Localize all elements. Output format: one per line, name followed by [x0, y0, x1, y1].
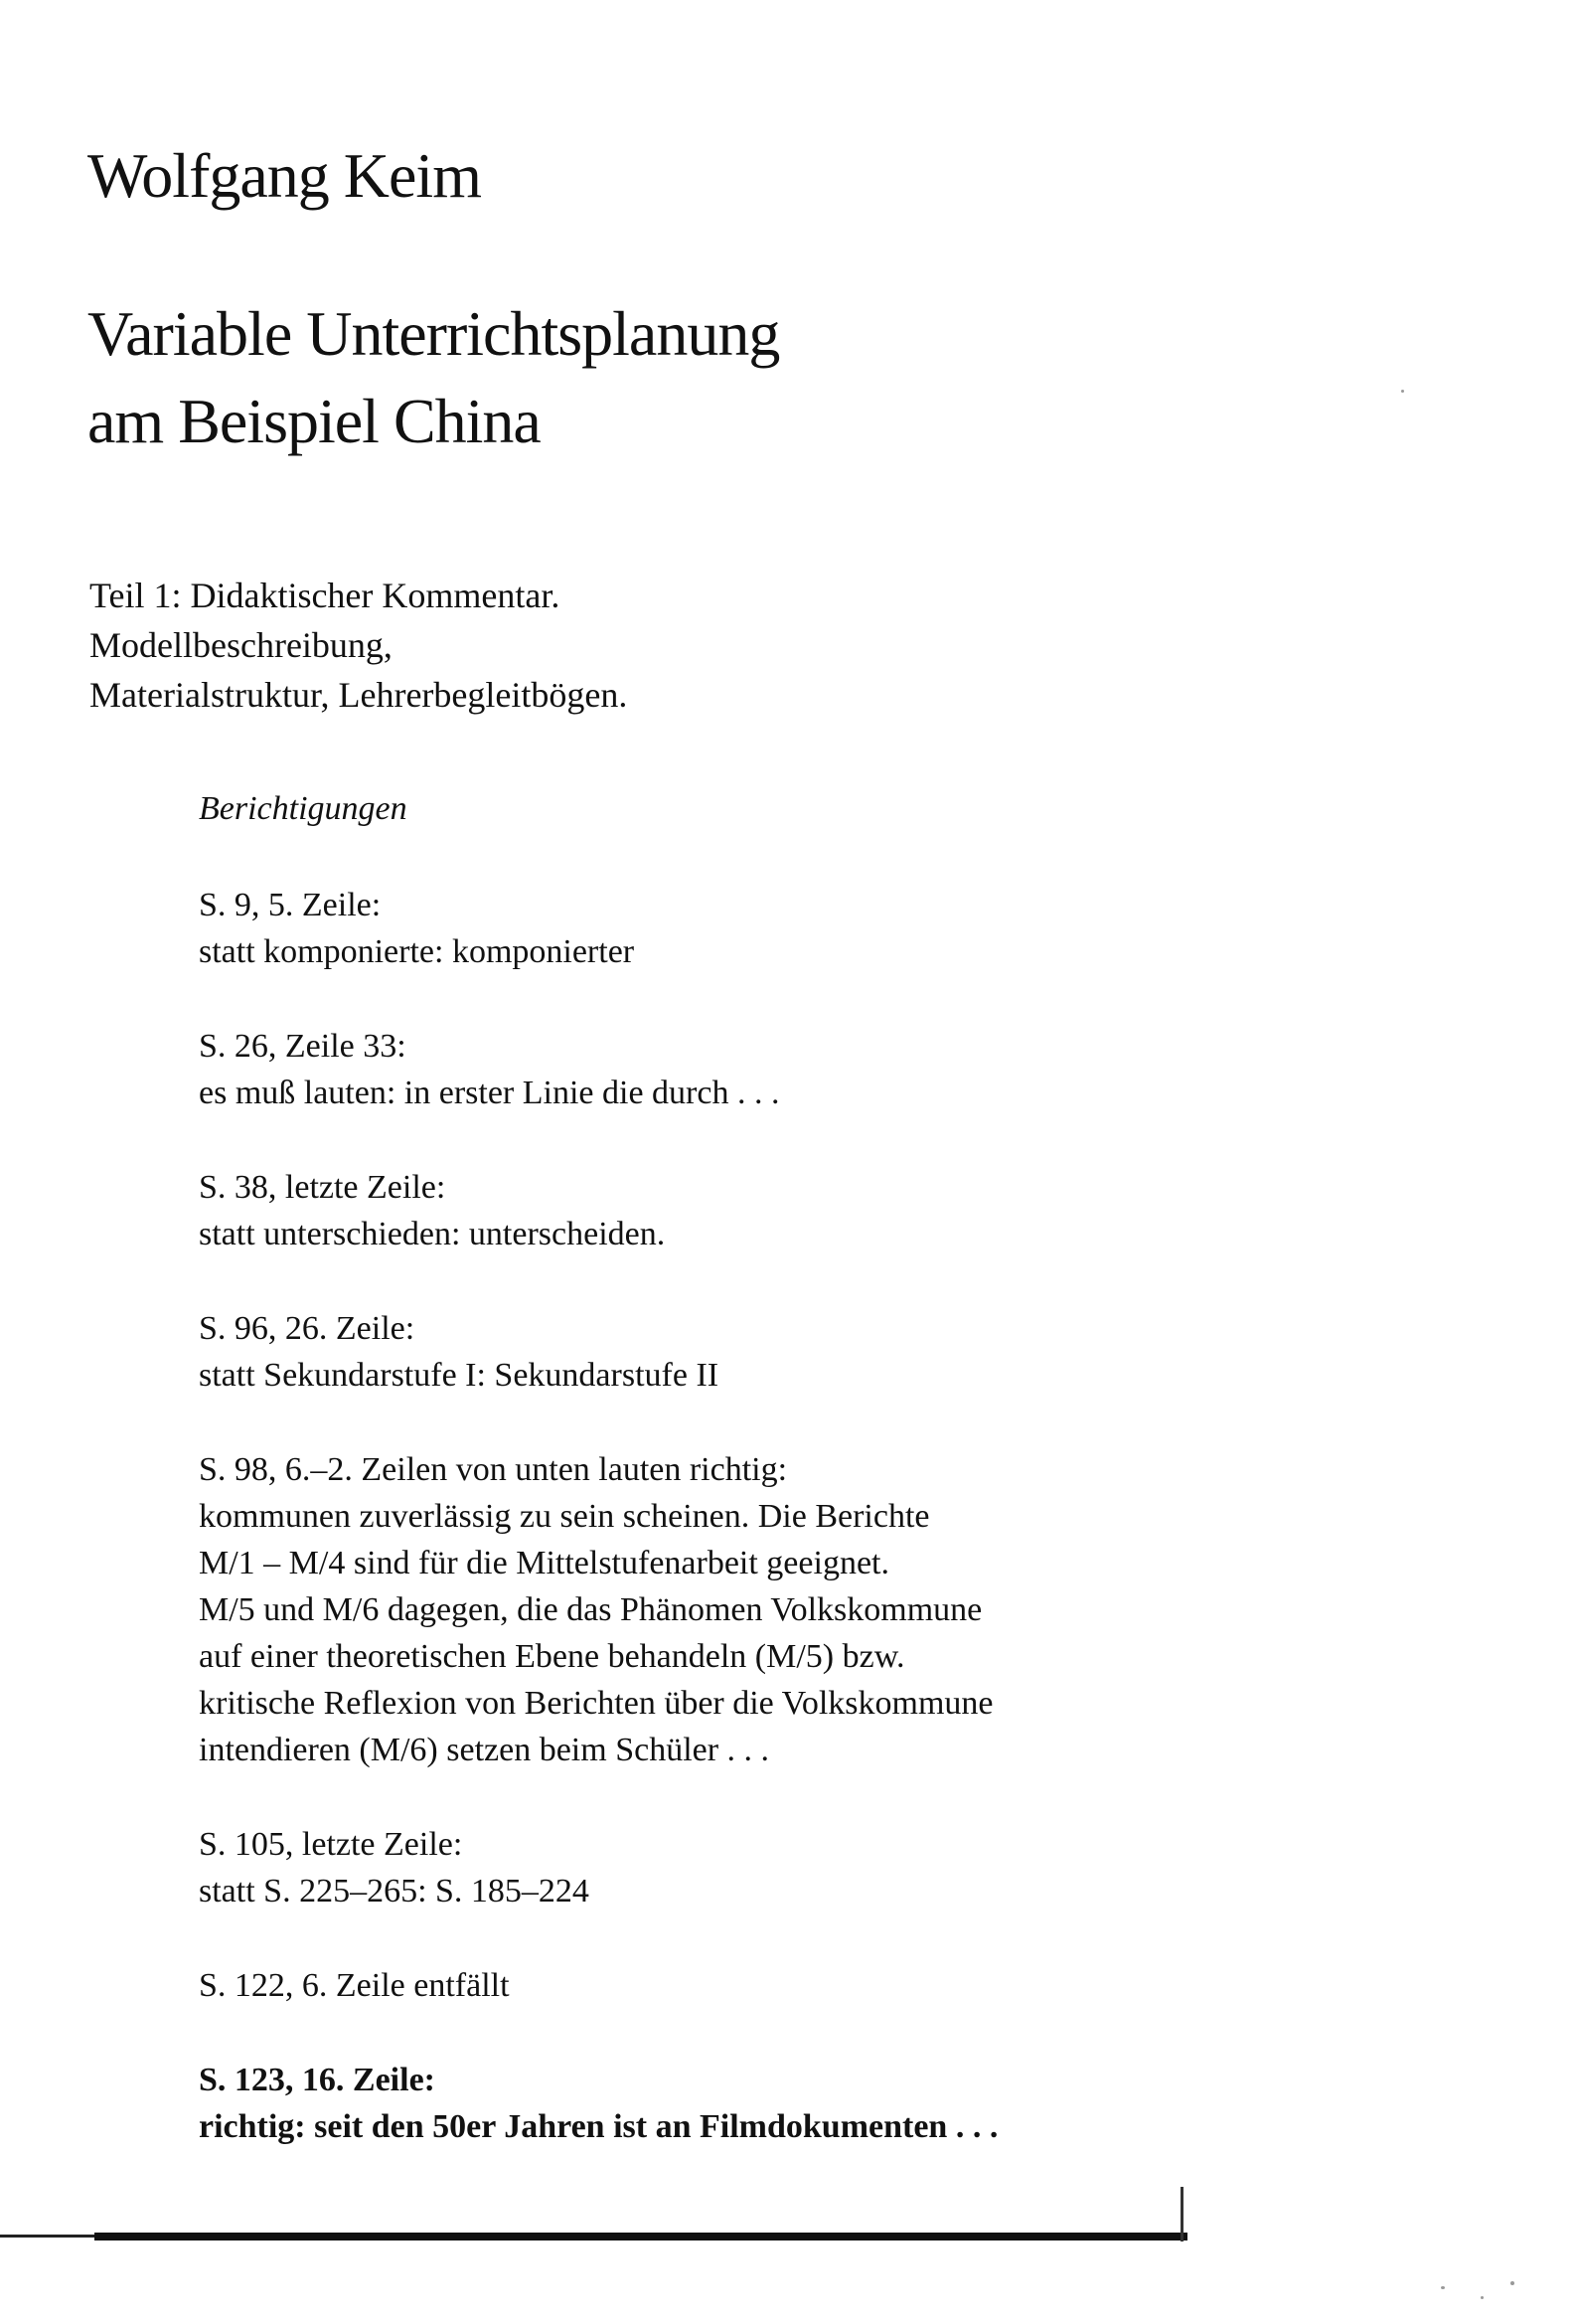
- correction-line: kommunen zuverlässig zu sein scheinen. Die Berichte: [199, 1498, 930, 1535]
- correction-line: S. 9, 5. Zeile:: [199, 887, 382, 923]
- correction-line: M/5 und M/6 dagegen, die das Phänomen Volkskommune: [199, 1591, 983, 1628]
- correction-line: richtig: seit den 50er Jahren ist an Filmdokumenten . . .: [199, 2108, 999, 2145]
- correction-line: S. 123, 16. Zeile:: [199, 2062, 435, 2098]
- correction-line: intendieren (M/6) setzen beim Schüler . . .: [199, 1732, 770, 1768]
- book-subtitle: [89, 571, 627, 720]
- correction-line: statt S. 225–265: S. 185–224: [199, 1873, 589, 1909]
- correction-line: kritische Reflexion von Berichten über die Volkskommune: [199, 1685, 994, 1722]
- correction-line: auf einer theoretischen Ebene behandeln (M/5) bzw.: [199, 1638, 905, 1675]
- scan-speck: [1481, 2296, 1484, 2299]
- correction-line: S. 98, 6.–2. Zeilen von unten lauten richtig:: [199, 1451, 788, 1488]
- correction-entry: [199, 2057, 998, 2150]
- correction-entry: [199, 1446, 998, 1773]
- correction-line: S. 122, 6. Zeile entfällt: [199, 1967, 510, 2004]
- correction-line: statt unterschieden: unterscheiden.: [199, 1216, 666, 1252]
- correction-entry: [199, 882, 998, 975]
- correction-line: M/1 – M/4 sind für die Mittelstufenarbeit geeignet.: [199, 1545, 889, 1581]
- scan-speck: [1441, 2286, 1445, 2289]
- subtitle-line-2: Modellbeschreibung,: [89, 625, 393, 665]
- correction-line: S. 38, letzte Zeile:: [199, 1169, 446, 1206]
- bottom-rule-thin: [0, 2235, 94, 2238]
- subtitle-line-1: Teil 1: Didaktischer Kommentar.: [89, 576, 560, 615]
- correction-entry: [199, 1305, 998, 1399]
- corrections-section: [199, 785, 998, 2198]
- correction-entry: [199, 1962, 998, 2009]
- correction-entry: [199, 1164, 998, 1257]
- correction-line: S. 26, Zeile 33:: [199, 1028, 406, 1065]
- bottom-rule-thick: [94, 2233, 1187, 2241]
- correction-entry: [199, 1023, 998, 1116]
- correction-line: statt komponierte: komponierter: [199, 933, 635, 970]
- correction-line: S. 105, letzte Zeile:: [199, 1826, 463, 1863]
- correction-entry: [199, 1821, 998, 1914]
- book-title: [87, 290, 779, 465]
- correction-line: S. 96, 26. Zeile:: [199, 1310, 415, 1347]
- correction-line: es muß lauten: in erster Linie die durch . . .: [199, 1075, 780, 1111]
- author-name: Wolfgang Keim: [87, 140, 481, 211]
- title-line-1: Variable Unterrichtsplanung: [87, 298, 780, 369]
- corrections-heading: Berichtigungen: [199, 790, 407, 827]
- scan-speck: [1510, 2281, 1514, 2285]
- correction-line: statt Sekundarstufe I: Sekundarstufe II: [199, 1357, 719, 1394]
- subtitle-line-3: Materialstruktur, Lehrerbegleitbögen.: [89, 675, 628, 715]
- title-line-2: am Beispiel China: [87, 386, 541, 456]
- scan-speck: [1401, 390, 1404, 393]
- page-edge-mark: [1181, 2187, 1183, 2241]
